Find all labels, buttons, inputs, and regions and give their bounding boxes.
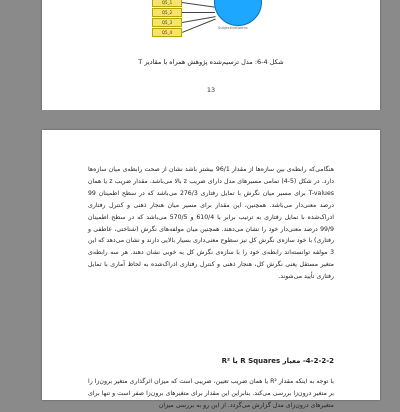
indicator-box: Q5_1	[152, 0, 182, 7]
indicator-box: Q5_4	[152, 28, 182, 37]
previous-page	[42, 0, 380, 110]
path-line	[182, 2, 216, 8]
construct-label: SubjectiveNorms	[218, 26, 248, 30]
path-line	[182, 12, 215, 13]
paragraph: هنگامی‌که رابطه‌ی بین سازه‌ها از مقدار 96/1 بیشتر باشد نشان از صحت رابطه‌ی میان سازه‌ها دارد. در شکل (5-4) تمامی مسیرهای مدل دارای ضریب z بالا می‌باشد. مقدار ضریب z یا همان T-values برای مسیر میان نگرش با تمایل رفتاری 276/3 می‌باشد که در سطح اطمینان 99 درصد معنی‌دار می‌باشد. همچنین، این مقدار برای مسیر میان هنجار ذهنی و کنترل رفتاری ادراک‌شده با تمایل رفتاری به ترتیب برابر با 610/4 و 570/5 می‌باشد که در سطح اطمینان 99/9 درصد معنی‌دار خود را نشان می‌دهند. همچنین میان مولفه‌های نگرش (شناختی، عاطفی و رفتاری) با خود سازه‌ی نگرش کل نیز سطوح معنی‌داری بسیار بالایی دارند و نشان می‌دهد که این 3 مولفه توانسته‌اند رابطه‌ی خود را با سازه‌ی نگرش کل به خوبی نشان دهند. هر سه رابطه‌ی متغیر مستقل یعنی نگرش کل، هنجار ذهنی و کنترل رفتاری ادراک‌شده به لحاظ آماری با تمایل رفتاری تأیید می‌شوند.	[87, 166, 335, 281]
section-heading: 4-2-2-2- معیار R Squares یا R²	[221, 357, 334, 365]
current-page	[42, 130, 380, 409]
indicator-box: Q5_2	[152, 8, 182, 17]
indicator-box: Q5_3	[152, 18, 182, 27]
construct-circle	[214, 0, 262, 26]
path-diagram-fragment	[152, 0, 302, 36]
figure-caption: شکل 4-6: مدل ترسیم‌شده پژوهش همراه با مقادیر T	[138, 58, 284, 66]
page-number: 13	[206, 86, 216, 94]
page-gap	[0, 110, 400, 130]
paragraph: با توجه به اینکه مقدار R² یا همان ضریب تعیین، ضریبی است که میزان اثرگذاری متغیر برون‌زا را بر متغیر درون‌زا بررسی می‌کند. بنابراین این مقدار برای متغیرهای برون‌زا صفر است و تنها برای متغیرهای درون‌زای مدل گزارش می‌گردد. از این رو به بررسی میزان	[88, 378, 335, 409]
